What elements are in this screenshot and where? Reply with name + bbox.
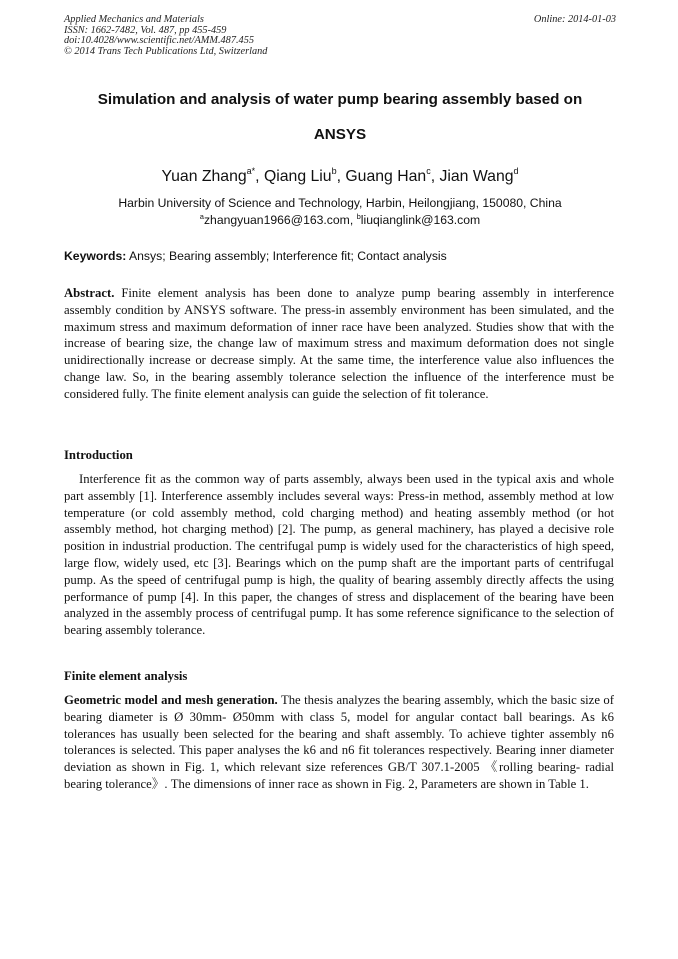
author-separator: , xyxy=(255,168,264,185)
keywords xyxy=(64,249,616,264)
journal-header xyxy=(64,15,616,57)
email-link[interactable]: liuqianglink@163.com xyxy=(360,213,481,227)
paper-title-line-2: ANSYS xyxy=(313,126,367,143)
subsection-heading-geometric-model: Geometric model and mesh generation. xyxy=(64,693,278,707)
email-mark: a xyxy=(199,212,204,221)
fea-text: The thesis analyzes the bearing assembly, which the basic size of bearing diameter is Ø 30mm- Ø50mm with class 5, model for angular contact ball bearings. As k6 tolerances has usually been selected for the bearing and shaft assembly. To achieve tighter assembly n6 tolerances is selected. This paper analyses the k6 and n6 fit tolerances respectively. Bearing inner diameter deviation as shown in Fig. 1, which relevant size references GB/T 307.1-2005 《rolling bearing- radial bearing tolerance》. The dimensions of inner race as shown in Fig. 2, Parameters are shown in Table 1. xyxy=(64,693,614,791)
online-date: Online: 2014-01-03 xyxy=(533,14,616,25)
author-separator: , xyxy=(430,168,440,185)
author-name: Jian Wang xyxy=(439,168,514,185)
keywords-text: Ansys; Bearing assembly; Interference fit; Contact analysis xyxy=(126,249,447,263)
paper-title-line-1: Simulation and analysis of water pump bearing assembly based on xyxy=(97,91,583,108)
author-mark: a* xyxy=(246,166,256,176)
email-link[interactable]: zhangyuan1966@163.com xyxy=(203,213,350,227)
author-name: Yuan Zhang xyxy=(161,168,247,185)
section-heading-finite-element-analysis: Finite element analysis xyxy=(64,669,188,683)
keywords-label: Keywords: xyxy=(64,249,127,263)
author-separator: , xyxy=(336,168,346,185)
author-list xyxy=(40,167,640,187)
affiliation: Harbin University of Science and Technology, Harbin, Heilongjiang, 150080, China xyxy=(118,196,562,210)
journal-issn: ISSN: 1662-7482, Vol. 487, pp 455-459 xyxy=(64,24,227,36)
email-mark: b xyxy=(356,212,361,221)
email-separator: , xyxy=(349,213,357,227)
introduction-paragraph: Interference fit as the common way of parts assembly, always been used in the typical axis and whole part assembly [1]. Interference assembly includes several ways: Press-in method, assembly method at low temperature (or cold assembly method, cold charging method) and heating assembly method (or hot assembly method, hot charging method) [2]. The pump, as general machinery, has played a decisive role position in industrial production. The centrifugal pump is widely used for the characteristics of high speed, large flow, widely used, etc [3]. Bearings which on the pump shaft are the important parts of centrifugal pump. As the speed of centrifugal pump is high, the quality of bearing assembly directly affects the using performance of pump [4]. In this paper, the changes of stress and displacement of the bearing have been analyzed in the assembly process of centrifugal pump. It has some reference significance to the selection of bearing assembly tolerance. xyxy=(64,472,614,638)
journal-copyright: © 2014 Trans Tech Publications Ltd, Switzerland xyxy=(64,45,268,57)
abstract-label: Abstract. xyxy=(64,286,115,300)
fea-paragraph xyxy=(64,692,614,793)
author-mark: c xyxy=(426,166,431,176)
abstract xyxy=(64,285,614,403)
author-mark: b xyxy=(331,166,337,176)
journal-name: Applied Mechanics and Materials xyxy=(64,14,204,25)
author-emails xyxy=(40,213,640,228)
author-mark: d xyxy=(513,166,519,176)
journal-doi: doi:10.4028/www.scientific.net/AMM.487.455 xyxy=(64,35,254,47)
author-name: Guang Han xyxy=(345,168,427,185)
author-name: Qiang Liu xyxy=(263,168,332,185)
abstract-text: Finite element analysis has been done to analyze pump bearing assembly in interference assembly condition by ANSYS software. The press-in assembly environment has been simulated, and the maximum stress and maximum deformation of inner race have been analyzed. Studies show that with the increase of bearing size, the change law of maximum stress and maximum deformation does not single unidirectionally increase or decrease simply. At the same time, the interference value also influences the change law. So, in the bearing assembly tolerance selection the influence of the interference must be considered fully. The finite element analysis can guide the selection of fit tolerance. xyxy=(64,286,614,401)
section-heading-introduction: Introduction xyxy=(64,448,133,462)
